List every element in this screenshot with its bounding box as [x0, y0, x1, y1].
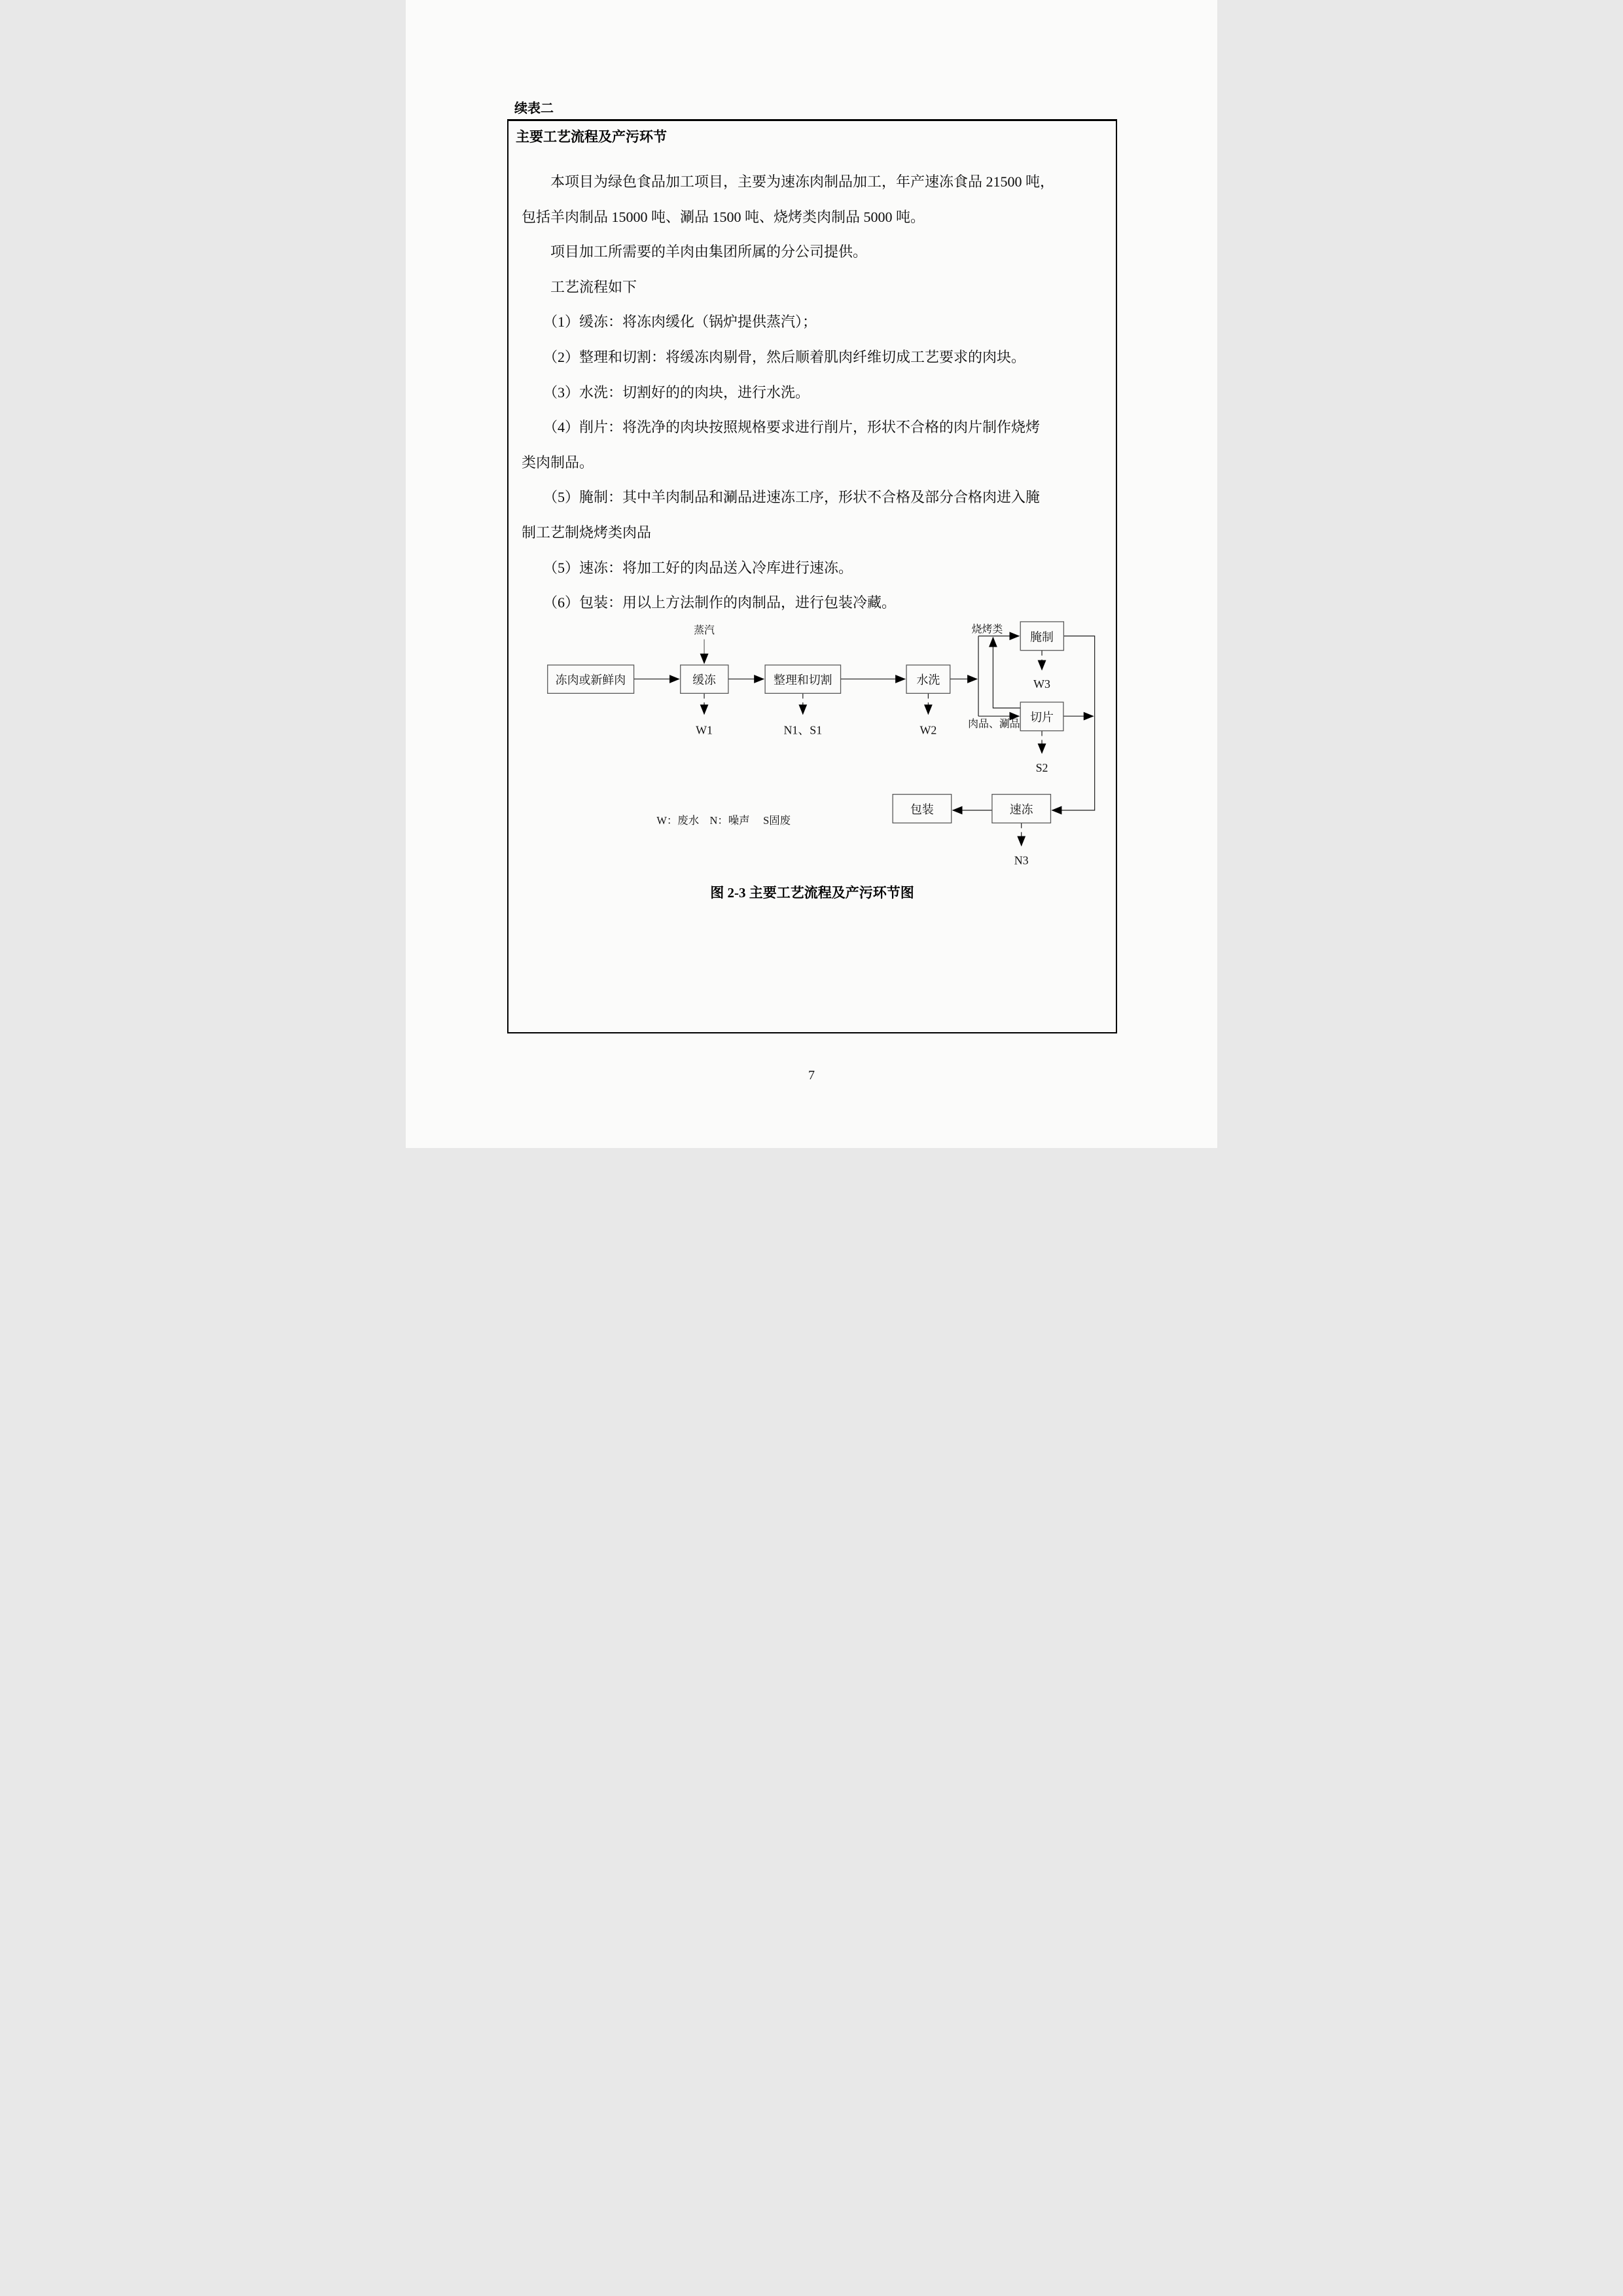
node-trim-cut-label: 整理和切割	[774, 673, 832, 687]
node-pack	[893, 795, 952, 823]
emission-label-n1s1: N1、S1	[783, 723, 823, 737]
arrow-slice-to-marinate	[993, 637, 1020, 708]
emission-label-w3: W3	[1033, 677, 1050, 691]
continued-table-title: 续表二	[514, 101, 554, 116]
page-number: 7	[808, 1068, 815, 1083]
process-flow-svg	[508, 617, 1116, 866]
text-line: 项目加工所需要的羊肉由集团所属的分公司提供。	[522, 243, 868, 260]
document-page	[406, 0, 1217, 1148]
meat-hotpot-branch-label: 肉品、涮品	[968, 719, 1020, 730]
node-freeze	[992, 795, 1051, 823]
process-flow-diagram	[508, 617, 1116, 866]
node-marinate	[1020, 622, 1063, 651]
text-line: 包括羊肉制品 15000 吨、涮品 1500 吨、烧烤类肉制品 5000 吨。	[522, 208, 925, 225]
table-header: 主要工艺流程及产污环节	[516, 130, 667, 145]
text-line: （5）速冻：将加工好的肉品送入冷库进行速冻。	[522, 559, 853, 576]
node-thaw	[681, 665, 728, 693]
node-thaw-label: 缓冻	[692, 673, 716, 687]
text-line: 本项目为绿色食品加工项目，主要为速冻肉制品加工，年产速冻食品 21500 吨，	[522, 173, 1055, 190]
emission-label-w2: W2	[919, 723, 937, 737]
text-line: 类肉制品。	[522, 454, 594, 471]
node-trim-cut	[765, 665, 840, 693]
emission-label-w1: W1	[696, 723, 713, 737]
emission-label-s2: S2	[1035, 761, 1048, 774]
text-line: （4）削片：将洗净的肉块按照规格要求进行削片，形状不合格的肉片制作烧烤	[522, 419, 1041, 436]
node-source-label: 冻肉或新鲜肉	[555, 673, 626, 687]
node-wash-label: 水洗	[916, 673, 940, 687]
text-line: 制工艺制烧烤类肉品	[522, 524, 652, 541]
diagram-legend: W：废水 N：噪声 S固废	[656, 814, 791, 827]
node-pack-label: 包装	[910, 802, 934, 816]
text-line: （2）整理和切割：将缓冻肉剔骨，然后顺着肌肉纤维切成工艺要求的肉块。	[522, 348, 1026, 365]
figure-caption: 图 2-3 主要工艺流程及产污环节图	[710, 885, 914, 901]
node-source	[548, 665, 634, 693]
emission-label-n3: N3	[1014, 853, 1029, 866]
bbq-branch-label: 烧烤类	[971, 624, 1003, 636]
text-line: （6）包装：用以上方法制作的肉制品，进行包装冷藏。	[522, 594, 897, 611]
node-slice-label: 切片	[1030, 711, 1054, 725]
text-line: 工艺流程如下	[522, 278, 637, 295]
text-line: （1）缓冻：将冻肉缓化（锅炉提供蒸汽）；	[522, 314, 817, 331]
text-line: （3）水洗：切割好的的肉块，进行水洗。	[522, 384, 810, 401]
node-marinate-label: 腌制	[1030, 630, 1054, 644]
text-line: （5）腌制：其中羊肉制品和涮品进速冻工序，形状不合格及部分合格肉进入腌	[522, 489, 1041, 506]
body-text	[522, 164, 1104, 620]
node-freeze-label: 速冻	[1009, 802, 1033, 816]
node-wash	[906, 665, 950, 693]
steam-label: 蒸汽	[694, 624, 715, 636]
content-table	[507, 119, 1117, 1033]
node-slice	[1020, 702, 1063, 731]
